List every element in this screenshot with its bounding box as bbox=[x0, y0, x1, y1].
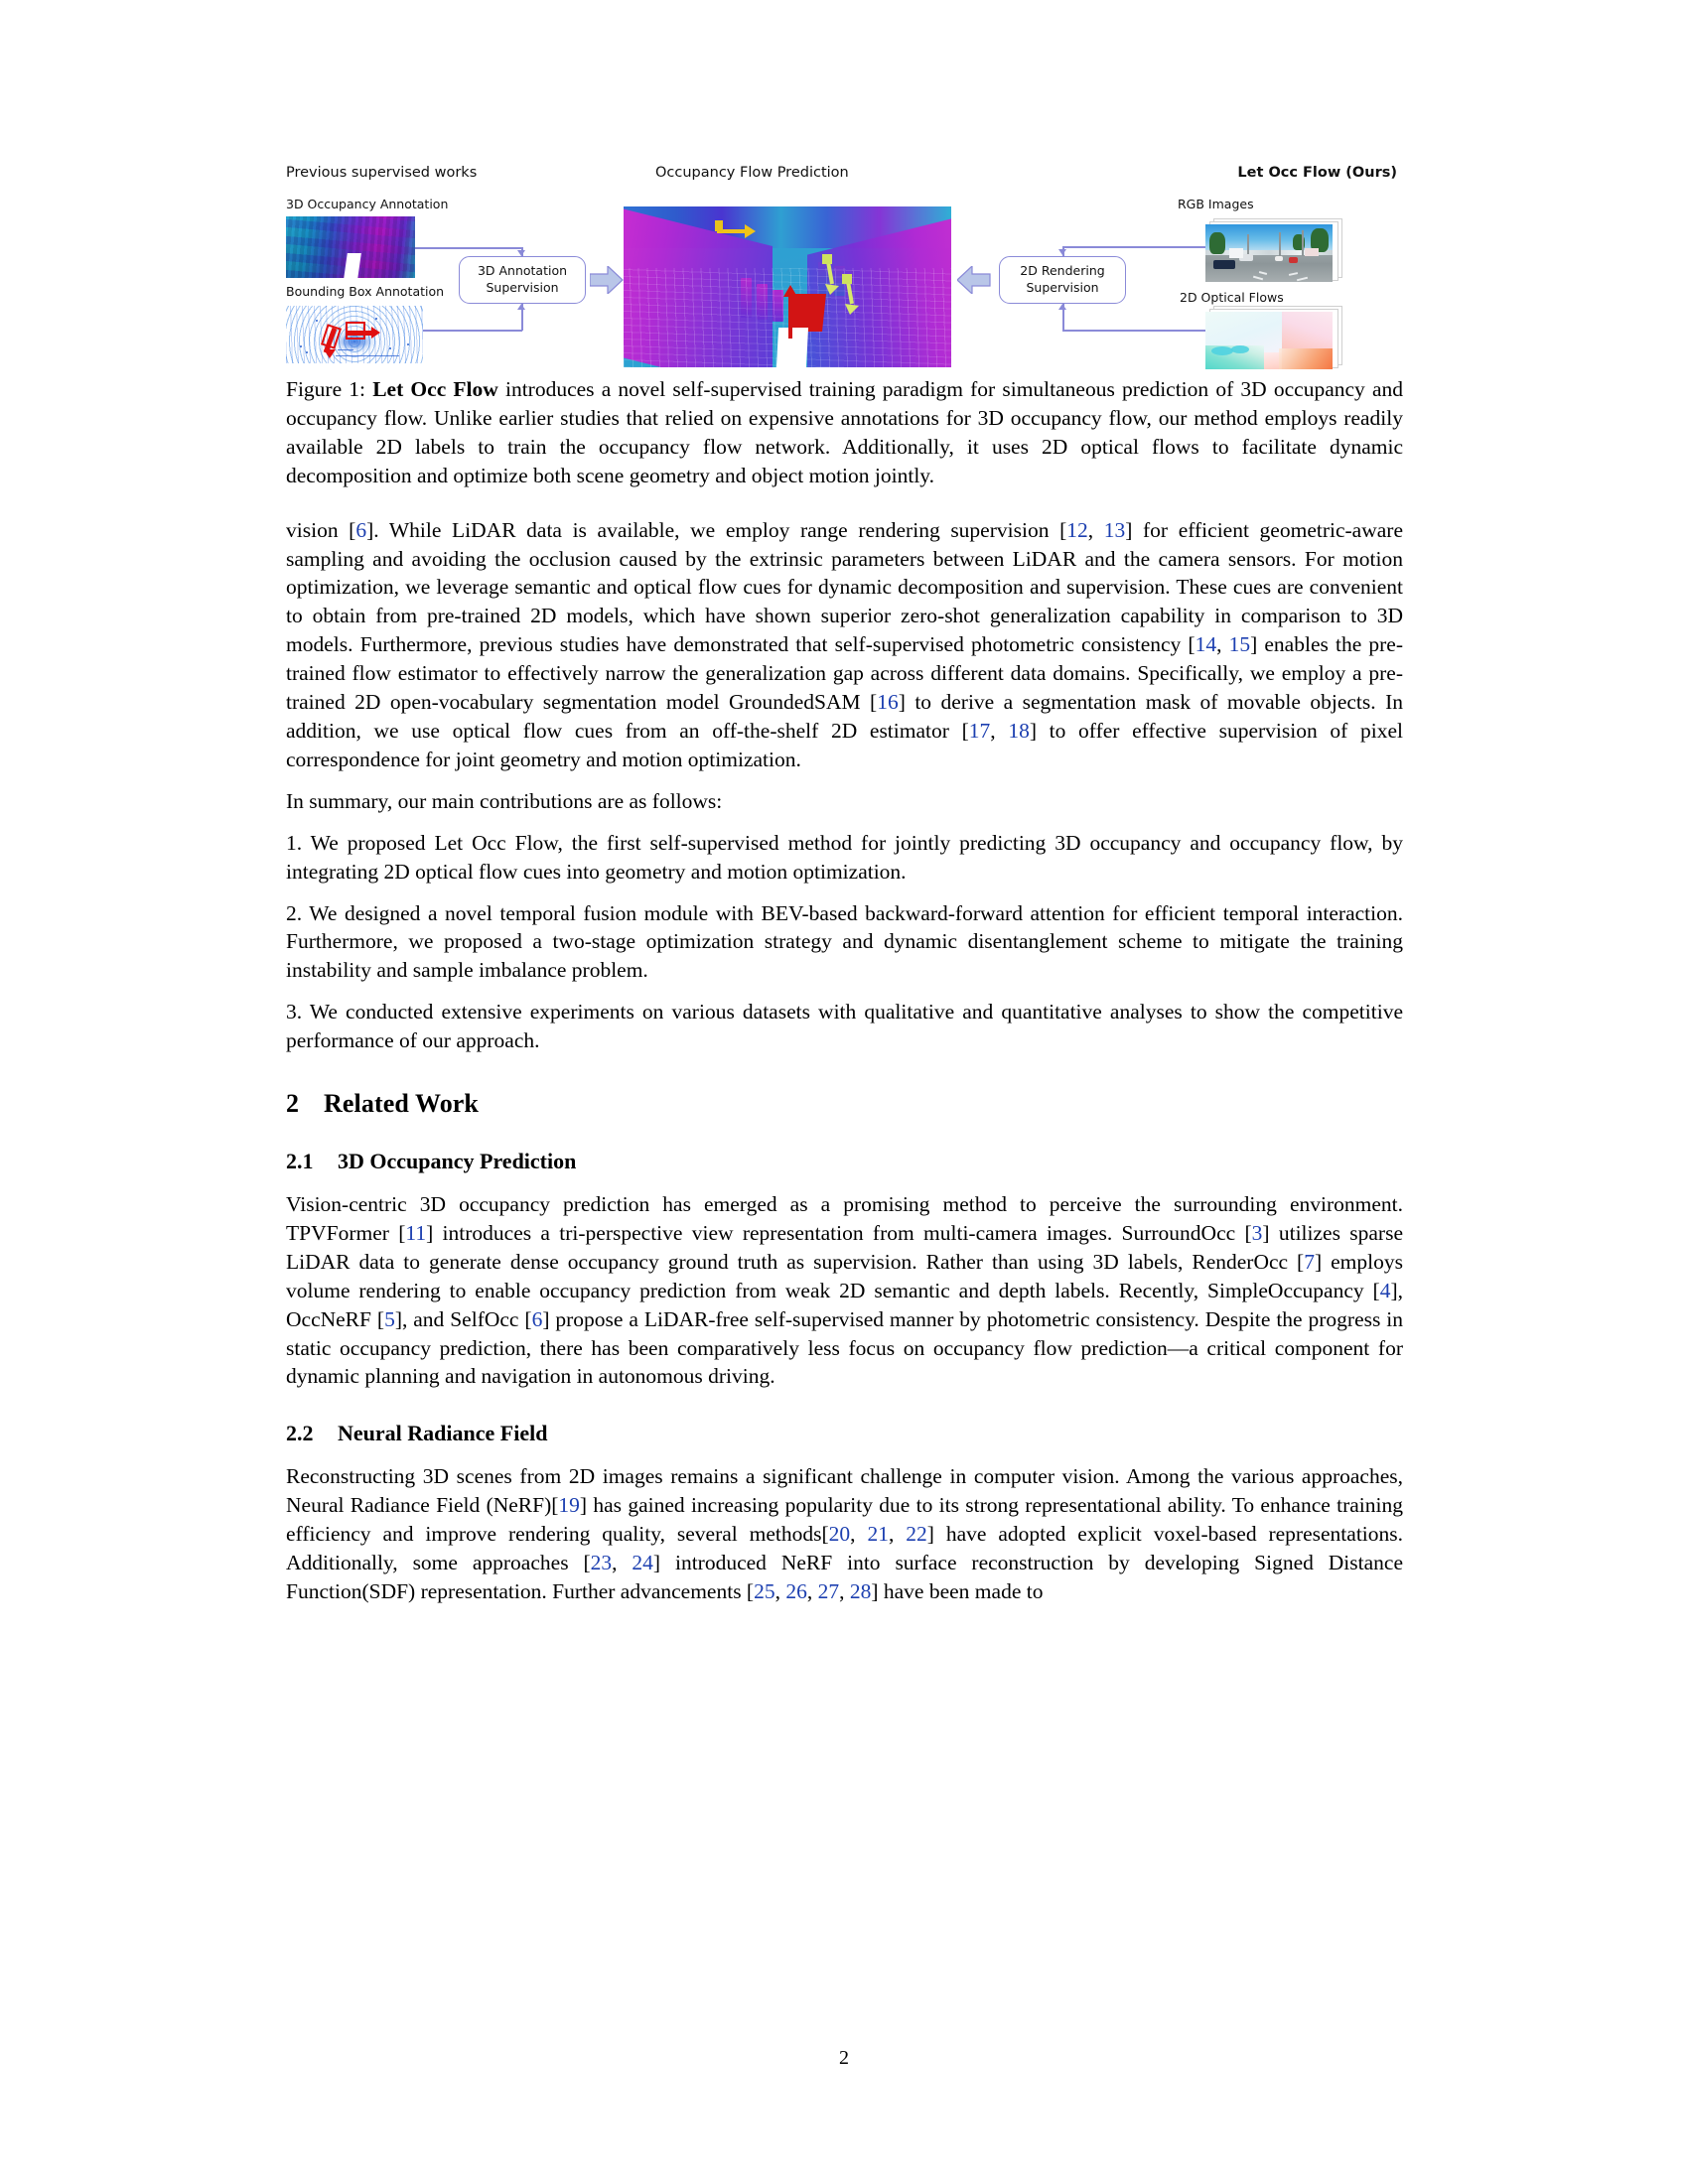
citation-17[interactable]: 17 bbox=[968, 718, 991, 743]
citation-5[interactable]: 5 bbox=[384, 1306, 395, 1331]
subsection-heading-3d-occupancy-prediction bbox=[286, 1149, 1403, 1174]
figure-left-panel-title: Previous supervised works bbox=[286, 165, 478, 181]
text-run: ] introduced NeRF into surface reconstruction by developing Signed Distance Function(SDF) representation. Further advancements [ bbox=[286, 1551, 1403, 1603]
rgb-image-thumbnail bbox=[1205, 224, 1333, 282]
box-2d-rendering-supervision-line2: Supervision bbox=[1026, 280, 1099, 295]
box-3d-annotation-supervision-line1: 3D Annotation bbox=[477, 263, 568, 279]
text-run: ] propose a LiDAR-free self-supervised manner by photometric consistency. Despite the progress in static occupancy prediction, there has been comparatively less focus on occupancy flow prediction—a critical component for dynamic planning and navigation in autonomous driving. bbox=[286, 1306, 1403, 1389]
citation-11[interactable]: 11 bbox=[405, 1220, 427, 1245]
citation-6b[interactable]: 6 bbox=[531, 1306, 543, 1331]
text-run: ] to offer effective supervision of pixel correspondence for joint geometry and motion optimization. bbox=[286, 718, 1403, 771]
citation-20[interactable]: 20 bbox=[828, 1522, 851, 1547]
text-run: ] for efficient geometric-aware sampling and avoiding the occlusion caused by the extrinsic parameters between LiDAR and the camera sensors. For motion optimization, we leverage semantic and optical flow cues for dynamic decomposition and supervision. These cues are convenient to obtain from pre-trained 2D models, which have shown superior zero-shot generalization capability in comparison to 3D models. Furthermore, previous studies have demonstrated that self-supervised photometric consistency [ bbox=[286, 517, 1403, 657]
text-run: ]. While LiDAR data is available, we employ range rendering supervision [ bbox=[366, 517, 1067, 542]
paragraph-vision-continued bbox=[286, 516, 1403, 774]
connector-bbox-to-box bbox=[423, 330, 522, 332]
contribution-2: 2. We designed a novel temporal fusion module with BEV-based backward-forward attention for efficient temporal interaction. Furthermore, we proposed a two-stage optimization strategy and dynamic disentanglement scheme to mitigate the training instability and sample imbalance problem. bbox=[286, 900, 1403, 983]
paragraph-occupancy-prediction bbox=[286, 1190, 1403, 1391]
flow-arrow-red bbox=[782, 284, 798, 340]
figure-1-diagram bbox=[286, 165, 1403, 367]
citation-27[interactable]: 27 bbox=[817, 1579, 840, 1603]
connector-arrowhead-down bbox=[517, 250, 525, 256]
text-run: Vision-centric 3D occupancy prediction has emerged as a promising method to perceive the surrounding environment. TPVFormer [ bbox=[286, 1192, 1403, 1245]
occupancy-annotation-thumbnail bbox=[286, 216, 415, 278]
citation-23[interactable]: 23 bbox=[590, 1551, 613, 1575]
paragraph-summary-intro: In summary, our main contributions are as follows: bbox=[286, 788, 723, 813]
flow-arrow-yellow bbox=[715, 220, 757, 238]
text-run: , bbox=[612, 1551, 633, 1575]
text-run: ], and SelfOcc [ bbox=[394, 1306, 532, 1331]
caption-bold-term: Let Occ Flow bbox=[372, 377, 498, 401]
connector-rgb-to-box bbox=[1062, 246, 1209, 248]
contribution-1: 1. We proposed Let Occ Flow, the first self-supervised method for jointly predicting 3D occupancy and occupancy flow, by integrating 2D optical flow cues into geometry and motion optimization. bbox=[286, 830, 1403, 884]
connector-arrowhead-down-2 bbox=[1058, 249, 1066, 255]
flow-arrow-green-2 bbox=[840, 274, 860, 316]
subsection-number: 2.2 bbox=[286, 1421, 314, 1446]
connector-flow-to-box bbox=[1062, 330, 1209, 332]
section-heading-related-work bbox=[286, 1089, 1403, 1119]
text-run: ] to derive a segmentation mask of movable objects. In addition, we use optical flow cues from an off-the-shelf 2D estimator [ bbox=[286, 690, 1403, 743]
text-run: , bbox=[774, 1579, 786, 1603]
citation-16[interactable]: 16 bbox=[877, 690, 899, 715]
text-run: , bbox=[990, 718, 1009, 743]
flow-arrow-green-1 bbox=[820, 254, 840, 296]
citation-3[interactable]: 3 bbox=[1251, 1220, 1263, 1245]
figure-caption bbox=[286, 375, 1403, 490]
subsection-number: 2.1 bbox=[286, 1149, 314, 1174]
text-run: ] has gained increasing popularity due to its strong representational ability. To enhance training efficiency and improve rendering quality, several methods[ bbox=[286, 1493, 1403, 1547]
citation-15[interactable]: 15 bbox=[1228, 632, 1251, 657]
page-content bbox=[286, 165, 1404, 1619]
text-run: ] employs volume rendering to enable occupancy prediction from weak 2D semantic and depth labels. Recently, SimpleOccupancy [ bbox=[286, 1249, 1403, 1302]
section-number: 2 bbox=[286, 1089, 300, 1119]
page-number: 2 bbox=[839, 2047, 849, 2069]
figure-center-panel-title: Occupancy Flow Prediction bbox=[655, 165, 849, 181]
subsection-title: Neural Radiance Field bbox=[338, 1421, 548, 1446]
citation-6[interactable]: 6 bbox=[355, 517, 367, 542]
citation-18[interactable]: 18 bbox=[1008, 718, 1030, 743]
text-run: , bbox=[1216, 632, 1229, 657]
label-rgb-images: RGB Images bbox=[1178, 197, 1254, 211]
connector-arrowhead-up bbox=[517, 304, 525, 310]
figure-right-panel-title: Let Occ Flow (Ours) bbox=[1237, 165, 1397, 181]
contribution-3: 3. We conducted extensive experiments on various datasets with qualitative and quantitative analyses to show the competitive performance of our approach. bbox=[286, 1000, 1403, 1053]
text-run: ] enables the pre-trained flow estimator to effectively narrow the generalization gap across different data domains. Specifically, we employ a pre-trained 2D open-vocabulary segmentation model GroundedSAM [ bbox=[286, 632, 1403, 715]
citation-7[interactable]: 7 bbox=[1304, 1249, 1315, 1274]
subsection-heading-neural-radiance-field bbox=[286, 1421, 1403, 1446]
text-run: ] have been made to bbox=[871, 1579, 1044, 1603]
connector-occ-to-box bbox=[415, 247, 522, 249]
citation-19[interactable]: 19 bbox=[558, 1493, 580, 1518]
text-run: , bbox=[850, 1522, 868, 1547]
subsection-title: 3D Occupancy Prediction bbox=[338, 1149, 577, 1174]
text-run: ] introduces a tri-perspective view representation from multi-camera images. SurroundOcc [ bbox=[426, 1220, 1252, 1245]
optical-flow-thumbnail bbox=[1205, 312, 1333, 369]
paragraph-neural-radiance-field bbox=[286, 1462, 1403, 1606]
citation-24[interactable]: 24 bbox=[632, 1551, 653, 1575]
text-run: vision [ bbox=[286, 517, 356, 542]
section-title: Related Work bbox=[324, 1089, 479, 1119]
text-run: , bbox=[806, 1579, 818, 1603]
bounding-box-annotation-thumbnail bbox=[286, 306, 423, 363]
connector-arrowhead-up-2 bbox=[1058, 304, 1066, 310]
label-2d-optical-flows: 2D Optical Flows bbox=[1180, 290, 1284, 305]
citation-13[interactable]: 13 bbox=[1103, 517, 1126, 542]
citation-26[interactable]: 26 bbox=[785, 1579, 807, 1603]
box-3d-annotation-supervision bbox=[459, 256, 586, 304]
label-bounding-box-annotation: Bounding Box Annotation bbox=[286, 284, 445, 299]
box-2d-rendering-supervision bbox=[999, 256, 1126, 304]
text-run: ] utilizes sparse LiDAR data to generate dense occupancy ground truth as supervision. Rather than using 3D labels, RenderOcc [ bbox=[286, 1220, 1403, 1274]
citation-22[interactable]: 22 bbox=[906, 1522, 927, 1547]
citation-25[interactable]: 25 bbox=[754, 1579, 775, 1603]
text-run: , bbox=[839, 1579, 850, 1603]
block-arrow-left bbox=[957, 266, 991, 294]
text-run: ], OccNeRF [ bbox=[286, 1278, 1403, 1331]
box-2d-rendering-supervision-line1: 2D Rendering bbox=[1020, 263, 1105, 279]
citation-4[interactable]: 4 bbox=[1379, 1278, 1391, 1302]
text-run: Reconstructing 3D scenes from 2D images remains a significant challenge in computer vision. Among the various approaches, Neural Radiance Field (NeRF)[ bbox=[286, 1464, 1403, 1518]
citation-14[interactable]: 14 bbox=[1195, 632, 1217, 657]
citation-12[interactable]: 12 bbox=[1066, 517, 1088, 542]
caption-text: introduces a novel self-supervised training paradigm for simultaneous prediction of 3D occupancy and occupancy flow. Unlike earlier studies that relied on expensive annotations for 3D occupancy flow, our method employs readily available 2D labels to train the occupancy flow network. Additionally, it uses 2D optical flows to facilitate dynamic decomposition and optimize both scene geometry and object motion jointly. bbox=[286, 377, 1404, 487]
caption-label: Figure 1: bbox=[286, 377, 366, 401]
box-3d-annotation-supervision-line2: Supervision bbox=[486, 280, 559, 295]
text-run: , bbox=[888, 1522, 907, 1547]
citation-21[interactable]: 21 bbox=[867, 1522, 889, 1547]
block-arrow-right bbox=[590, 266, 624, 294]
text-run: ] have adopted explicit voxel-based representations. Additionally, some approaches [ bbox=[286, 1522, 1404, 1575]
text-run: , bbox=[1087, 517, 1104, 542]
citation-28[interactable]: 28 bbox=[849, 1579, 872, 1603]
label-3d-occupancy-annotation: 3D Occupancy Annotation bbox=[286, 197, 449, 211]
occupancy-flow-render bbox=[624, 206, 951, 367]
